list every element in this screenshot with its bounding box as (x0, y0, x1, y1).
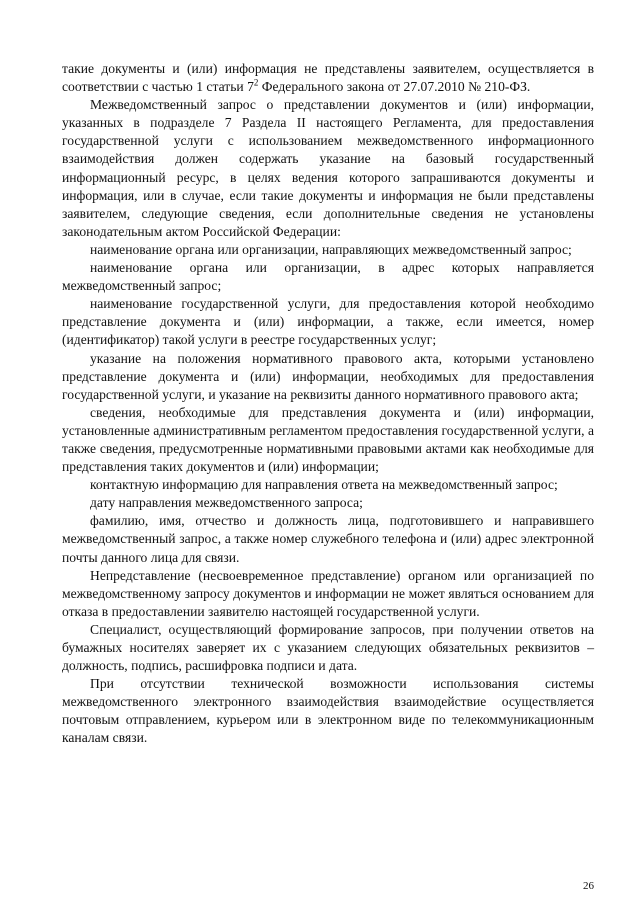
paragraph: Специалист, осуществляющий формирование запросов, при получении ответов на бумажных носителях заверяет их с указанием следующих обязательных реквизитов – должность, подпись, расшифровка подписи и дата. (62, 621, 594, 674)
superscript: 2 (253, 77, 259, 88)
paragraph: фамилию, имя, отчество и должность лица, подготовившего и направившего межведомственный запрос, а также номер служебного телефона и (или) адрес электронной почты данного лица для связи. (62, 513, 594, 565)
paragraph: наименование органа или организации, в адрес которых направляется межведомственный запрос; (62, 260, 594, 294)
paragraph: указание на положения нормативного правового акта, которыми установлено представление документа и (или) информации, необходимых для предоставления государственной услуги, и указание на реквизиты данного нормативного правового акта; (62, 350, 594, 402)
paragraph: При отсутствии технической возможности использования системы межведомственного электронного взаимодействия взаимодействие осуществляется почтовым отправлением, курьером или в электронном виде по телекоммуникационным каналам связи. (62, 676, 594, 746)
page-number: 26 (583, 880, 594, 892)
paragraph: дату направления межведомственного запроса; (90, 495, 363, 511)
paragraph: Непредставление (несвоевременное представление) органом или организацией по межведомственному запросу документов и информации не может являться основанием для отказа в предоставлении заявителю настоящей государственной услуги. (62, 567, 594, 619)
paragraph: сведения, необходимые для представления документа и (или) информации, установленные административным регламентом предоставления государственной услуги, а также сведения, предусмотренные нормативными правовыми актами как необходимые для представления таких документов и (или) информации; (62, 404, 594, 475)
paragraph: наименование органа или организации, направляющих межведомственный запрос; (90, 241, 572, 257)
paragraph: контактную информацию для направления ответа на межведомственный запрос; (90, 477, 558, 493)
document-body (62, 60, 594, 748)
paragraph: наименование государственной услуги, для предоставления которой необходимо представление документа и (или) информации, а также, если имеется, номер (идентификатор) такой услуги в реестре государственных услуг; (62, 296, 594, 348)
paragraph-continuation: такие документы и (или) информация не представлены заявителем, осуществляется в соответствии с частью 1 статьи $7^2$ Федерального закона от 27.07.2010 № 210-ФЗ. (62, 61, 594, 95)
paragraph: Межведомственный запрос о представлении документов и (или) информации, указанных в подразделе 7 Раздела II настоящего Регламента, для предоставления государственной услуги с использованием межведомственного информационного взаимодействия должен содержать указание на базовый государственный информационный ресурс, в целях ведения которого запрашиваются документы и информация, или в случае, если такие документы и информация не были представлены заявителем, следующие сведения, если дополнительные сведения не установлены законодательным актом Российской Федерации: (62, 97, 594, 239)
